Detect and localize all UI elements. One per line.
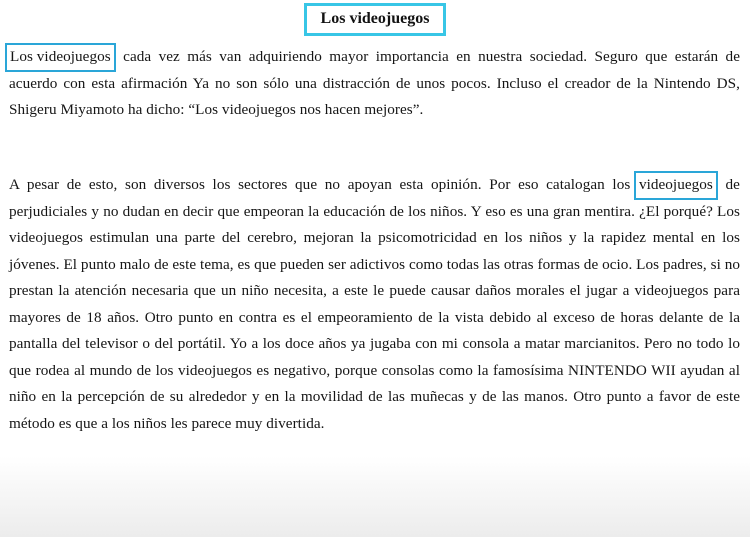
paragraph-argument (9, 172, 740, 437)
paragraph-argument-lead: A pesar de esto, son diversos los sectores que no apoyan esta opinión. Por eso catalogan los (9, 176, 638, 193)
highlighted-term: Los videojuegos (5, 43, 116, 72)
document-title: Los videojuegos (304, 3, 447, 36)
highlighted-term: videojuegos (634, 171, 718, 200)
paragraph-argument-text: de perjudiciales y no dudan en decir que empeoran la educación de los niños. Y eso es una gran mentira. ¿El porqué? Los videojuegos estimulan una parte del cerebro, mejoran la psicomotricidad en los niños y la rapidez mental en los jóvenes. El punto malo de este tema, es que pueden ser adictivos como todas las otras formas de ocio. Los padres, si no prestan la atención necesaria que un niño necesita, a este le puede causar daños morales el jugar a videojuegos para mayores de 18 años. Otro punto en contra es el empeoramiento de la vista debido al exceso de horas delante de la pantalla del televisor o del portátil. Yo a los doce años ya jugaba con mi consola a matar marcianitos. Pero no todo lo que rodea al mundo de los videojuegos es negativo, porque consolas como la famosísima NINTENDO WII ayudan al niño en la percepción de su alrededor y en la movilidad de las muñecas y de las manos. Otro punto a favor de este método es que a los niños les parece muy divertida. (9, 176, 740, 432)
paragraph-intro (9, 44, 740, 124)
title-container (0, 3, 750, 36)
paragraph-intro-text: cada vez más van adquiriendo mayor importancia en nuestra sociedad. Seguro que estarán de acuerdo con esta afirmación Ya no son sólo una distracción de unos pocos. Incluso el creador de la Nintendo DS, Shigeru Miyamoto ha dicho: “Los videojuegos nos hacen mejores”. (9, 48, 740, 118)
